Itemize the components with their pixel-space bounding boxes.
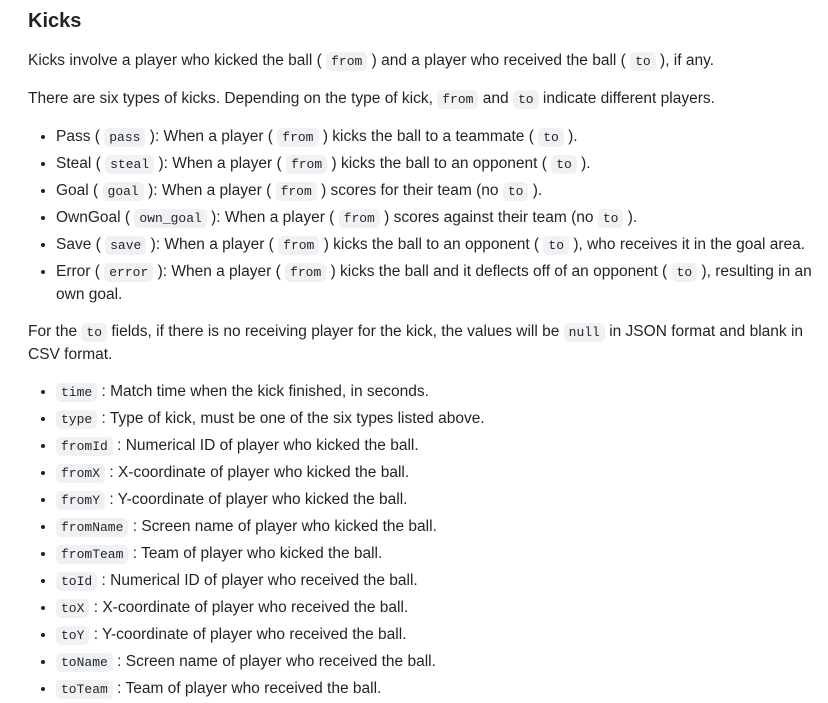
list-item: • toId : Numerical ID of player who received the ball. — [56, 570, 816, 593]
list-item: • Goal ( goal ): When a player ( from ) scores for their team (no to ). — [56, 180, 816, 203]
list-item: • Save ( save ): When a player ( from ) kicks the ball to an opponent ( to ), who receives it in the goal area. — [56, 234, 816, 257]
inline-code: from — [285, 263, 326, 282]
list-item: • fromName : Screen name of player who kicked the ball. — [56, 516, 816, 539]
inline-code: from — [278, 236, 319, 255]
inline-code: from — [286, 155, 327, 174]
list-item: • OwnGoal ( own_goal ): When a player ( from ) scores against their team (no to ). — [56, 207, 816, 230]
inline-code: error — [104, 263, 153, 282]
field-name: toId — [56, 572, 97, 591]
field-name: type — [56, 410, 97, 429]
field-name: fromName — [56, 518, 128, 537]
inline-code: to — [538, 128, 564, 147]
inline-code: null — [564, 323, 605, 342]
inline-code: to — [672, 263, 698, 282]
inline-code: own_goal — [134, 209, 206, 228]
inline-code: pass — [104, 128, 145, 147]
list-item: • type : Type of kick, must be one of the six types listed above. — [56, 408, 816, 431]
inline-code: from — [276, 182, 317, 201]
list-item: • fromY : Y-coordinate of player who kicked the ball. — [56, 489, 816, 512]
section-heading: Kicks — [28, 10, 82, 32]
inline-code: steal — [105, 155, 154, 174]
list-item: • fromTeam : Team of player who kicked the ball. — [56, 543, 816, 566]
list-item: • toName : Screen name of player who received the ball. — [56, 651, 816, 674]
fields-list — [28, 381, 816, 701]
list-item: • fromX : X-coordinate of player who kicked the ball. — [56, 462, 816, 485]
intro-paragraph: Kicks involve a player who kicked the ball ( from ) and a player who received the ball ( to ), if any. — [28, 52, 715, 69]
field-name: fromId — [56, 437, 113, 456]
inline-code: to — [513, 90, 539, 109]
inline-code: to — [630, 52, 656, 71]
field-name: fromY — [56, 491, 105, 510]
inline-code: goal — [103, 182, 144, 201]
inline-code: from — [339, 209, 380, 228]
inline-code: from — [437, 90, 478, 109]
types-intro-paragraph: There are six types of kicks. Depending on the type of kick, from and to indicate different players. — [28, 90, 715, 107]
list-item: • toX : X-coordinate of player who received the ball. — [56, 597, 816, 620]
list-item: • Steal ( steal ): When a player ( from ) kicks the ball to an opponent ( to ). — [56, 153, 816, 176]
inline-code: from — [277, 128, 318, 147]
inline-code: save — [105, 236, 146, 255]
list-item: • toTeam : Team of player who received the ball. — [56, 678, 816, 701]
field-name: toName — [56, 653, 113, 672]
list-item: • time : Match time when the kick finished, in seconds. — [56, 381, 816, 404]
field-name: toX — [56, 599, 89, 618]
field-name: toTeam — [56, 680, 113, 699]
kick-types-list — [28, 126, 816, 306]
field-name: toY — [56, 626, 89, 645]
list-item: • Error ( error ): When a player ( from ) kicks the ball and it deflects off of an opponent ( to ), resulting in an own goal. — [56, 261, 816, 306]
list-item: • toY : Y-coordinate of player who received the ball. — [56, 624, 816, 647]
null-note-paragraph: For the to fields, if there is no receiving player for the kick, the values will be null in JSON format and blank in CSV format. — [28, 323, 804, 363]
inline-code: to — [81, 323, 107, 342]
inline-code: to — [503, 182, 529, 201]
inline-code: from — [326, 52, 367, 71]
inline-code: to — [598, 209, 624, 228]
field-name: fromX — [56, 464, 105, 483]
field-name: fromTeam — [56, 545, 128, 564]
inline-code: to — [551, 155, 577, 174]
list-item: • fromId : Numerical ID of player who kicked the ball. — [56, 435, 816, 458]
list-item: • Pass ( pass ): When a player ( from ) kicks the ball to a teammate ( to ). — [56, 126, 816, 149]
field-name: time — [56, 383, 97, 402]
inline-code: to — [543, 236, 569, 255]
